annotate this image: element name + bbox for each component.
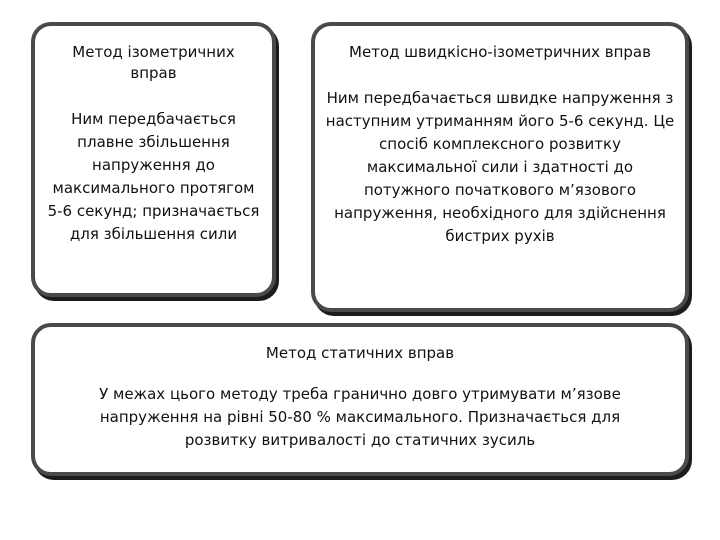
speed-isometric-method-card	[311, 22, 689, 312]
static-method-description: У межах цього методу треба гранично довго утримувати м’язове напруження на рівні 50-80 % максимального. Призначається для розвитку витривалості до статичних зусиль	[99, 385, 621, 449]
static-method-card	[31, 323, 689, 476]
speed-isometric-method-description: Ним передбачається швидке напруження з наступним утриманням його 5-6 секунд. Це спосіб комплексного розвитку максимальної сили і здатності до потужного початкового м’язового напруження, необхідного для здійснення бистрих рухів	[325, 89, 675, 245]
static-method-title: Метод статичних вправ	[265, 344, 455, 362]
isometric-method-description: Ним передбачається плавне збільшення напруження до максимального протягом 5-6 секунд; призначається для збільшення сили	[47, 110, 260, 243]
isometric-method-card	[31, 22, 276, 297]
isometric-method-title: Метод ізометричних вправ	[72, 43, 235, 82]
speed-isometric-method-title: Метод швидкісно-ізометричних вправ	[349, 43, 651, 61]
